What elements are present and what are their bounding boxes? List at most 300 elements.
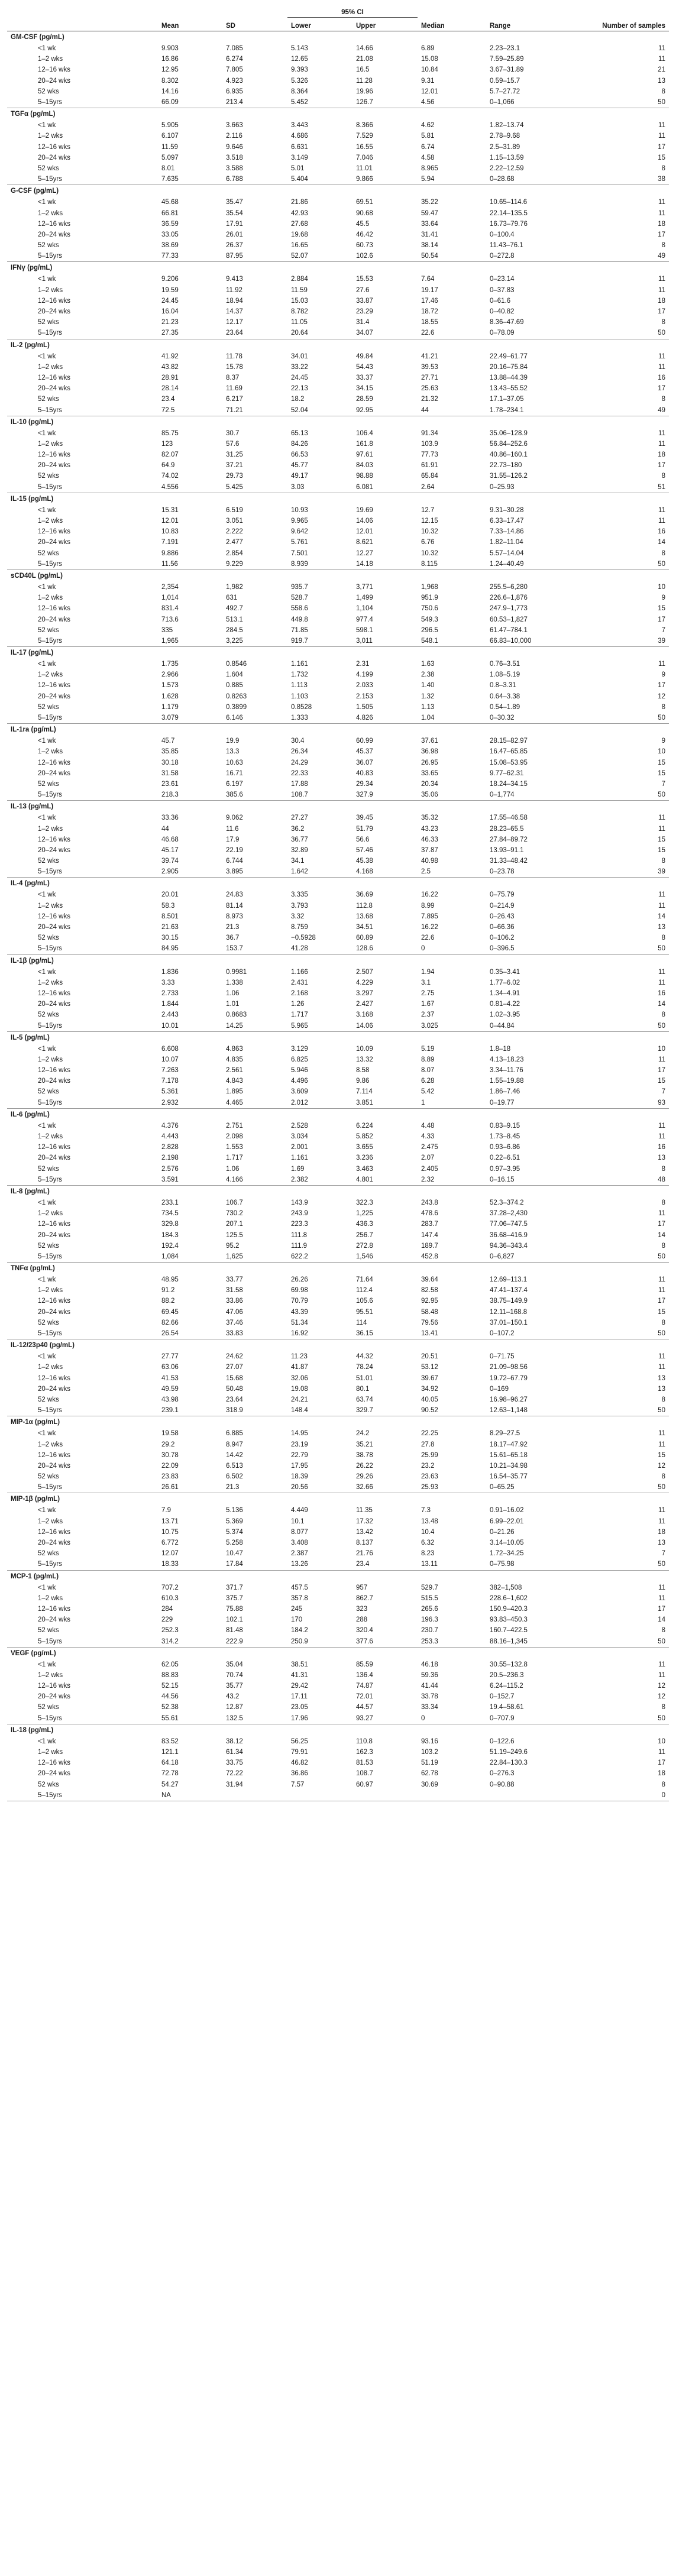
table-row: [7, 1428, 669, 1439]
cell-median: 6.32: [421, 1539, 435, 1547]
cell-median: 26.95: [421, 759, 438, 766]
cell-ci-upper: 436.3: [356, 1221, 373, 1228]
cell-number-of-samples: 12: [658, 1682, 665, 1690]
cell-group: 12–16 wks: [38, 682, 70, 690]
cell-median: 8.99: [421, 902, 435, 910]
cell-number-of-samples: 11: [658, 1210, 665, 1218]
cell-number-of-samples: 10: [658, 748, 665, 756]
cell-range: 0–75.79: [490, 891, 515, 899]
cell-sd: 371.7: [226, 1584, 243, 1591]
cell-group: 20–24 wks: [38, 462, 70, 470]
cell-group: 52 wks: [38, 164, 59, 172]
cell-mean: 74.02: [161, 473, 179, 480]
cell-range: 150.9–420.3: [490, 1605, 528, 1613]
cell-median: 189.7: [421, 1242, 438, 1250]
cell-ci-lower: 24.21: [291, 1396, 308, 1403]
cell-median: 18.55: [421, 319, 438, 326]
cell-range: 4.13–18.23: [490, 1056, 524, 1063]
cell-group: 20–24 wks: [38, 385, 70, 393]
section-title: IL-15 (pg/mL): [7, 493, 669, 505]
cell-group: <1 wk: [38, 199, 56, 206]
cell-number-of-samples: 15: [658, 605, 665, 613]
cell-number-of-samples: 11: [658, 1661, 665, 1668]
cell-ci-lower: 10.93: [291, 506, 308, 514]
table-row: [7, 460, 669, 471]
cell-group: 12–16 wks: [38, 528, 70, 536]
cell-ci-upper: 45.38: [356, 857, 373, 865]
cell-ci-upper: 862.7: [356, 1594, 373, 1602]
cell-ci-upper: 105.6: [356, 1297, 373, 1305]
cell-number-of-samples: 8: [661, 1396, 665, 1403]
cell-ci-upper: 44.57: [356, 1704, 373, 1711]
cell-median: 1.94: [421, 968, 435, 976]
cell-group: 20–24 wks: [38, 231, 70, 238]
cell-number-of-samples: 50: [658, 1484, 665, 1491]
cell-group: 1–2 wks: [38, 902, 63, 910]
cell-median: 10.4: [421, 1528, 435, 1536]
cell-group: 20–24 wks: [38, 308, 70, 316]
cell-mean: 12.95: [161, 66, 179, 74]
table-row: [7, 713, 669, 724]
cell-mean: 218.3: [161, 791, 179, 799]
cell-ci-upper: 3.463: [356, 1165, 373, 1173]
section-title: sCD40L (pg/mL): [7, 569, 669, 582]
cell-mean: 45.68: [161, 199, 179, 206]
cell-ci-upper: 23.4: [356, 1561, 370, 1568]
cell-ci-lower: 21.86: [291, 199, 308, 206]
cell-range: 6.24–115.2: [490, 1682, 523, 1690]
cell-range: 0–66.36: [490, 924, 515, 931]
section-title: IL-4 (pg/mL): [7, 878, 669, 890]
cell-ci-upper: 14.66: [356, 45, 373, 53]
cell-ci-lower: 7.501: [291, 549, 308, 557]
cell-sd: 0.8263: [226, 692, 247, 700]
cell-ci-upper: 51.01: [356, 1374, 373, 1382]
cell-sd: 10.47: [226, 1550, 243, 1558]
cell-range: 13.93–91.1: [490, 846, 524, 854]
cell-ci-lower: 3.32: [291, 912, 305, 920]
cell-number-of-samples: 8: [661, 703, 665, 711]
cell-median: 36.98: [421, 748, 438, 756]
table-row: [7, 1076, 669, 1086]
cell-sd: 5.258: [226, 1539, 243, 1547]
cell-group: 5–15yrs: [38, 1791, 62, 1799]
cell-group: 1–2 wks: [38, 132, 63, 140]
cell-ci-upper: 3,011: [356, 637, 373, 645]
cell-median: 4.56: [421, 99, 435, 106]
cell-ci-lower: 12.65: [291, 56, 308, 63]
cell-mean: 1.836: [161, 968, 179, 976]
cell-sd: 0.8546: [226, 661, 247, 668]
cell-range: 0.59–15.7: [490, 77, 520, 85]
cell-sd: 2.854: [226, 549, 243, 557]
cell-sd: 153.7: [226, 945, 243, 953]
cell-ci-upper: 36.69: [356, 891, 373, 899]
cell-ci-lower: 1.717: [291, 1011, 308, 1019]
cell-ci-lower: 250.9: [291, 1637, 308, 1645]
cell-range: 0.8–3.31: [490, 682, 516, 690]
col-header-number-of-samples: Number of samples: [567, 18, 669, 31]
cell-median: 16.22: [421, 924, 438, 931]
table-row: [7, 1768, 669, 1779]
section-title: IL-12/23p40 (pg/mL): [7, 1339, 669, 1352]
cell-range: 40.86–160.1: [490, 451, 528, 459]
cell-ci-lower: 3.793: [291, 902, 308, 910]
cell-ci-lower: 5.326: [291, 77, 308, 85]
cell-mean: 85.75: [161, 429, 179, 437]
section-title: MIP-1α (pg/mL): [7, 1416, 669, 1429]
section-header-row: [7, 185, 669, 198]
cell-sd: 24.83: [226, 891, 243, 899]
table-row: [7, 1439, 669, 1449]
cell-median: 8.23: [421, 1550, 435, 1558]
cell-ci-upper: 110.8: [356, 1737, 373, 1745]
cell-ci-lower: 7.57: [291, 1781, 305, 1788]
table-row: [7, 526, 669, 537]
cell-ci-lower: 22.33: [291, 769, 308, 777]
cell-group: 1–2 wks: [38, 440, 63, 448]
cell-group: 20–24 wks: [38, 154, 70, 161]
cell-number-of-samples: 9: [661, 594, 665, 602]
cell-mean: 6.772: [161, 1539, 179, 1547]
cell-mean: 58.3: [161, 902, 175, 910]
cell-ci-lower: 4.686: [291, 132, 308, 140]
cell-ci-lower: 5.452: [291, 99, 308, 106]
cell-sd: 0.885: [226, 682, 243, 690]
table-row: [7, 428, 669, 439]
cell-median: 6.74: [421, 143, 435, 151]
table-row: [7, 449, 669, 460]
cell-range: 0–75.98: [490, 1561, 515, 1568]
cell-group: 52 wks: [38, 1242, 59, 1250]
cell-sd: 70.74: [226, 1671, 243, 1679]
cell-ci-lower: 1.103: [291, 692, 308, 700]
cell-ci-lower: 2.884: [291, 276, 308, 283]
cell-number-of-samples: 11: [658, 1517, 665, 1525]
cell-median: 27.8: [421, 1441, 435, 1448]
cell-median: 40.98: [421, 857, 438, 865]
cell-median: 25.93: [421, 1484, 438, 1491]
cell-ci-upper: 6.224: [356, 1122, 373, 1130]
cell-range: 30.55–132.8: [490, 1661, 528, 1668]
cell-mean: 72.78: [161, 1770, 179, 1778]
cell-group: 52 wks: [38, 1781, 59, 1788]
cell-ci-upper: 162.3: [356, 1749, 373, 1756]
cell-ci-lower: 243.9: [291, 1210, 308, 1218]
cell-sd: 81.48: [226, 1627, 243, 1635]
cell-range: 382–1,508: [490, 1584, 522, 1591]
cell-ci-upper: 84.03: [356, 462, 373, 470]
cell-mean: 43.98: [161, 1396, 179, 1403]
cell-range: 0–37.83: [490, 286, 515, 294]
cell-ci-upper: 2.507: [356, 968, 373, 976]
cell-ci-lower: 51.34: [291, 1319, 308, 1326]
table-row: [7, 471, 669, 481]
cell-mean: 2.966: [161, 671, 179, 679]
cell-group: <1 wk: [38, 583, 56, 591]
cell-ci-upper: 15.53: [356, 276, 373, 283]
cell-median: 15.08: [421, 56, 438, 63]
cell-sd: 36.7: [226, 934, 240, 942]
cell-number-of-samples: 11: [658, 1133, 665, 1141]
cell-ci-upper: 2.033: [356, 682, 373, 690]
table-row: [7, 1296, 669, 1306]
cell-group: 52 wks: [38, 396, 59, 403]
cell-group: 12–16 wks: [38, 1682, 70, 1690]
cell-ci-lower: 9.393: [291, 66, 308, 74]
cell-ci-upper: 13.42: [356, 1528, 373, 1536]
cell-ci-upper: 106.4: [356, 429, 373, 437]
cell-range: [486, 1790, 567, 1801]
cell-median: 22.6: [421, 329, 435, 337]
cell-number-of-samples: 50: [658, 1330, 665, 1338]
cell-group: 1–2 wks: [38, 1671, 63, 1679]
cell-sd: 15.78: [226, 363, 243, 371]
cell-ci-upper: 14.18: [356, 560, 373, 568]
cell-number-of-samples: 11: [658, 979, 665, 986]
cell-mean: 3.591: [161, 1176, 179, 1183]
cell-ci-lower: 29.42: [291, 1682, 308, 1690]
cell-mean: 831.4: [161, 605, 179, 613]
cell-ci-lower: 45.77: [291, 462, 308, 470]
table-row: [7, 296, 669, 306]
cell-ci-upper: 598.1: [356, 626, 373, 634]
cell-mean: 91.2: [161, 1287, 175, 1295]
cell-number-of-samples: 8: [661, 1627, 665, 1635]
cell-group: <1 wk: [38, 352, 56, 360]
cell-range: 247.9–1,773: [490, 605, 528, 613]
cell-ci-upper: 71.64: [356, 1276, 373, 1284]
cell-group: 20–24 wks: [38, 769, 70, 777]
cell-group: 5–15yrs: [38, 791, 62, 799]
cell-group: 12–16 wks: [38, 1605, 70, 1613]
cell-ci-upper: 977.4: [356, 616, 373, 623]
cell-number-of-samples: 17: [658, 616, 665, 623]
cell-ci-lower: 1.161: [291, 1154, 308, 1162]
cell-sd: 6.744: [226, 857, 243, 865]
table-row: [7, 120, 669, 131]
cell-number-of-samples: 18: [658, 451, 665, 459]
cell-sd: 22.19: [226, 846, 243, 854]
cell-range: 0–28.68: [490, 176, 515, 183]
cell-ci-upper: 40.83: [356, 769, 373, 777]
cell-mean: 35.85: [161, 748, 179, 756]
cell-range: 1.82–11.04: [490, 539, 523, 546]
cell-number-of-samples: 11: [658, 440, 665, 448]
cell-group: 1–2 wks: [38, 1210, 63, 1218]
table-row: [7, 1274, 669, 1285]
cell-range: 20.16–75.84: [490, 363, 528, 371]
cell-median: 40.05: [421, 1396, 438, 1403]
table-row: [7, 351, 669, 362]
cell-ci-upper: 35.21: [356, 1441, 373, 1448]
cell-number-of-samples: 8: [661, 857, 665, 865]
cell-range: 28.15–82.97: [490, 737, 528, 745]
cell-group: 20–24 wks: [38, 846, 70, 854]
cell-sd: 33.77: [226, 1276, 243, 1284]
cell-range: 22.49–61.77: [490, 352, 528, 360]
cell-ci-lower: 245: [291, 1605, 303, 1613]
cell-ci-upper: 3.297: [356, 989, 373, 997]
table-row: [7, 1065, 669, 1076]
cell-range: 0–65.25: [490, 1484, 515, 1491]
cell-group: 20–24 wks: [38, 1462, 70, 1470]
cell-ci-lower: 18.2: [291, 396, 305, 403]
cell-ci-lower: 42.93: [291, 209, 308, 217]
table-row: [7, 1318, 669, 1328]
cell-number-of-samples: 8: [661, 319, 665, 326]
cell-group: 52 wks: [38, 88, 59, 95]
cell-ci-upper: 957: [356, 1584, 368, 1591]
cell-median: 4.62: [421, 122, 435, 130]
cell-mean: 314.2: [161, 1637, 179, 1645]
cell-mean: 1.179: [161, 703, 179, 711]
cell-group: <1 wk: [38, 1276, 56, 1284]
cell-mean: 22.09: [161, 1462, 179, 1470]
cell-ci-upper: 288: [356, 1616, 368, 1624]
cell-mean: 7.263: [161, 1067, 179, 1075]
cell-ci-upper: 29.34: [356, 780, 373, 788]
cell-sd: 513.1: [226, 616, 243, 623]
cell-mean: 49.59: [161, 1385, 179, 1393]
cell-number-of-samples: 50: [658, 329, 665, 337]
cell-ci-lower: 5.404: [291, 176, 308, 183]
cell-median: 1.04: [421, 714, 435, 722]
cell-group: 52 wks: [38, 1088, 59, 1096]
cell-number-of-samples: 12: [658, 1462, 665, 1470]
cell-mean: 46.68: [161, 836, 179, 843]
cell-sd: 16.71: [226, 769, 243, 777]
cell-number-of-samples: 11: [658, 276, 665, 283]
table-row: [7, 943, 669, 954]
cell-ci-upper: 14.06: [356, 517, 373, 525]
cell-range: 13.88–44.39: [490, 374, 528, 381]
cell-number-of-samples: 50: [658, 1407, 665, 1415]
cell-sd: 5.369: [226, 1517, 243, 1525]
cell-mean: 4.376: [161, 1122, 179, 1130]
cell-number-of-samples: 11: [658, 286, 665, 294]
cell-ci-lower: 5.143: [291, 45, 308, 53]
cell-range: 88.16–1,345: [490, 1637, 528, 1645]
cell-number-of-samples: 8: [661, 1473, 665, 1481]
cell-mean: 1.844: [161, 1001, 179, 1008]
cell-ci-lower: 56.25: [291, 1737, 308, 1745]
table-row: [7, 603, 669, 614]
cell-ci-lower: 41.87: [291, 1364, 308, 1371]
cell-ci-upper: 327.9: [356, 791, 373, 799]
cell-number-of-samples: 14: [658, 1001, 665, 1008]
cell-ci-upper: 4.826: [356, 714, 373, 722]
cell-group: 12–16 wks: [38, 836, 70, 843]
cell-median: [418, 1790, 486, 1801]
cell-ci-lower: 1.166: [291, 968, 308, 976]
cell-ci-lower: 622.2: [291, 1253, 308, 1260]
cell-number-of-samples: 7: [661, 1088, 665, 1096]
cell-range: 0–61.6: [490, 297, 511, 305]
cell-sd: 4.923: [226, 77, 243, 85]
section-header-row: [7, 339, 669, 351]
cell-group: 52 wks: [38, 319, 59, 326]
table-row: [7, 1142, 669, 1153]
cell-number-of-samples: 11: [658, 199, 665, 206]
cell-number-of-samples: 15: [658, 836, 665, 843]
cell-range: 9.77–62.31: [490, 769, 524, 777]
cell-median: 33.78: [421, 1693, 438, 1701]
cell-group: <1 wk: [38, 122, 56, 130]
cell-median: 19.17: [421, 286, 438, 294]
cell-sd: 11.92: [226, 286, 242, 294]
cell-mean: 13.71: [161, 1517, 179, 1525]
cell-ci-upper: 78.24: [356, 1364, 373, 1371]
cell-number-of-samples: 8: [661, 242, 665, 250]
cell-ci-lower: 22.79: [291, 1451, 308, 1459]
cell-ci-lower: 18.39: [291, 1473, 308, 1481]
table-row: [7, 636, 669, 647]
cell-ci-lower: 2.431: [291, 979, 308, 986]
section-title: GM-CSF (pg/mL): [11, 34, 64, 41]
cell-mean: 30.78: [161, 1451, 179, 1459]
cell-ci-lower: −0.5928: [291, 934, 316, 942]
cell-ci-upper: 6.081: [356, 483, 373, 491]
cell-ci-upper: 108.7: [356, 1770, 373, 1778]
cell-ci-lower: 52.07: [291, 253, 308, 260]
cell-range: 0–40.82: [490, 308, 515, 316]
cell-number-of-samples: 17: [658, 385, 665, 393]
cell-median: 1.63: [421, 661, 435, 668]
cell-number-of-samples: 18: [658, 1528, 665, 1536]
cell-ci-lower: 3.034: [291, 1133, 308, 1141]
cell-number-of-samples: 50: [658, 1561, 665, 1568]
cell-range: 1.86–7.46: [490, 1088, 520, 1096]
cell-range: 16.47–65.85: [490, 748, 528, 756]
cell-group: <1 wk: [38, 968, 56, 976]
cell-range: 1.08–5.19: [490, 671, 520, 679]
cell-ci-lower: 70.79: [291, 1297, 308, 1305]
cell-ci-lower: 46.82: [291, 1759, 308, 1767]
cell-number-of-samples: 11: [658, 1287, 665, 1295]
cell-ci-lower: 148.4: [291, 1407, 308, 1415]
cell-number-of-samples: 11: [658, 1353, 665, 1361]
cell-median: 39.53: [421, 363, 438, 371]
cell-number-of-samples: 0: [661, 1791, 665, 1799]
cell-ci-lower: 170: [291, 1616, 303, 1624]
cell-median: 20.34: [421, 780, 438, 788]
cell-ci-lower: 6.825: [291, 1056, 308, 1063]
cell-number-of-samples: 17: [658, 1759, 665, 1767]
cell-range: 0–100.4: [490, 231, 515, 238]
cell-group: 20–24 wks: [38, 1385, 70, 1393]
cell-group: 5–15yrs: [38, 99, 62, 106]
cell-sd: 6.146: [226, 714, 243, 722]
cell-sd: 8.973: [226, 912, 243, 920]
cell-group: 5–15yrs: [38, 1407, 62, 1415]
cell-mean: 11.59: [161, 143, 178, 151]
table-row: [7, 1747, 669, 1758]
cell-median: 33.65: [421, 769, 438, 777]
cell-ci-upper: 112.4: [356, 1287, 373, 1295]
cell-mean: 15.31: [161, 506, 179, 514]
cell-group: 5–15yrs: [38, 1637, 62, 1645]
cell-ci-lower: 27.27: [291, 814, 308, 822]
table-row: [7, 1098, 669, 1109]
cell-number-of-samples: 15: [658, 769, 665, 777]
cell-median: 10.32: [421, 549, 438, 557]
cell-ci-upper: 8.366: [356, 122, 373, 130]
table-row: [7, 1505, 669, 1516]
cell-median: 23.2: [421, 1462, 435, 1470]
cell-median: 25.63: [421, 385, 438, 393]
cell-range: 2.78–9.68: [490, 132, 520, 140]
